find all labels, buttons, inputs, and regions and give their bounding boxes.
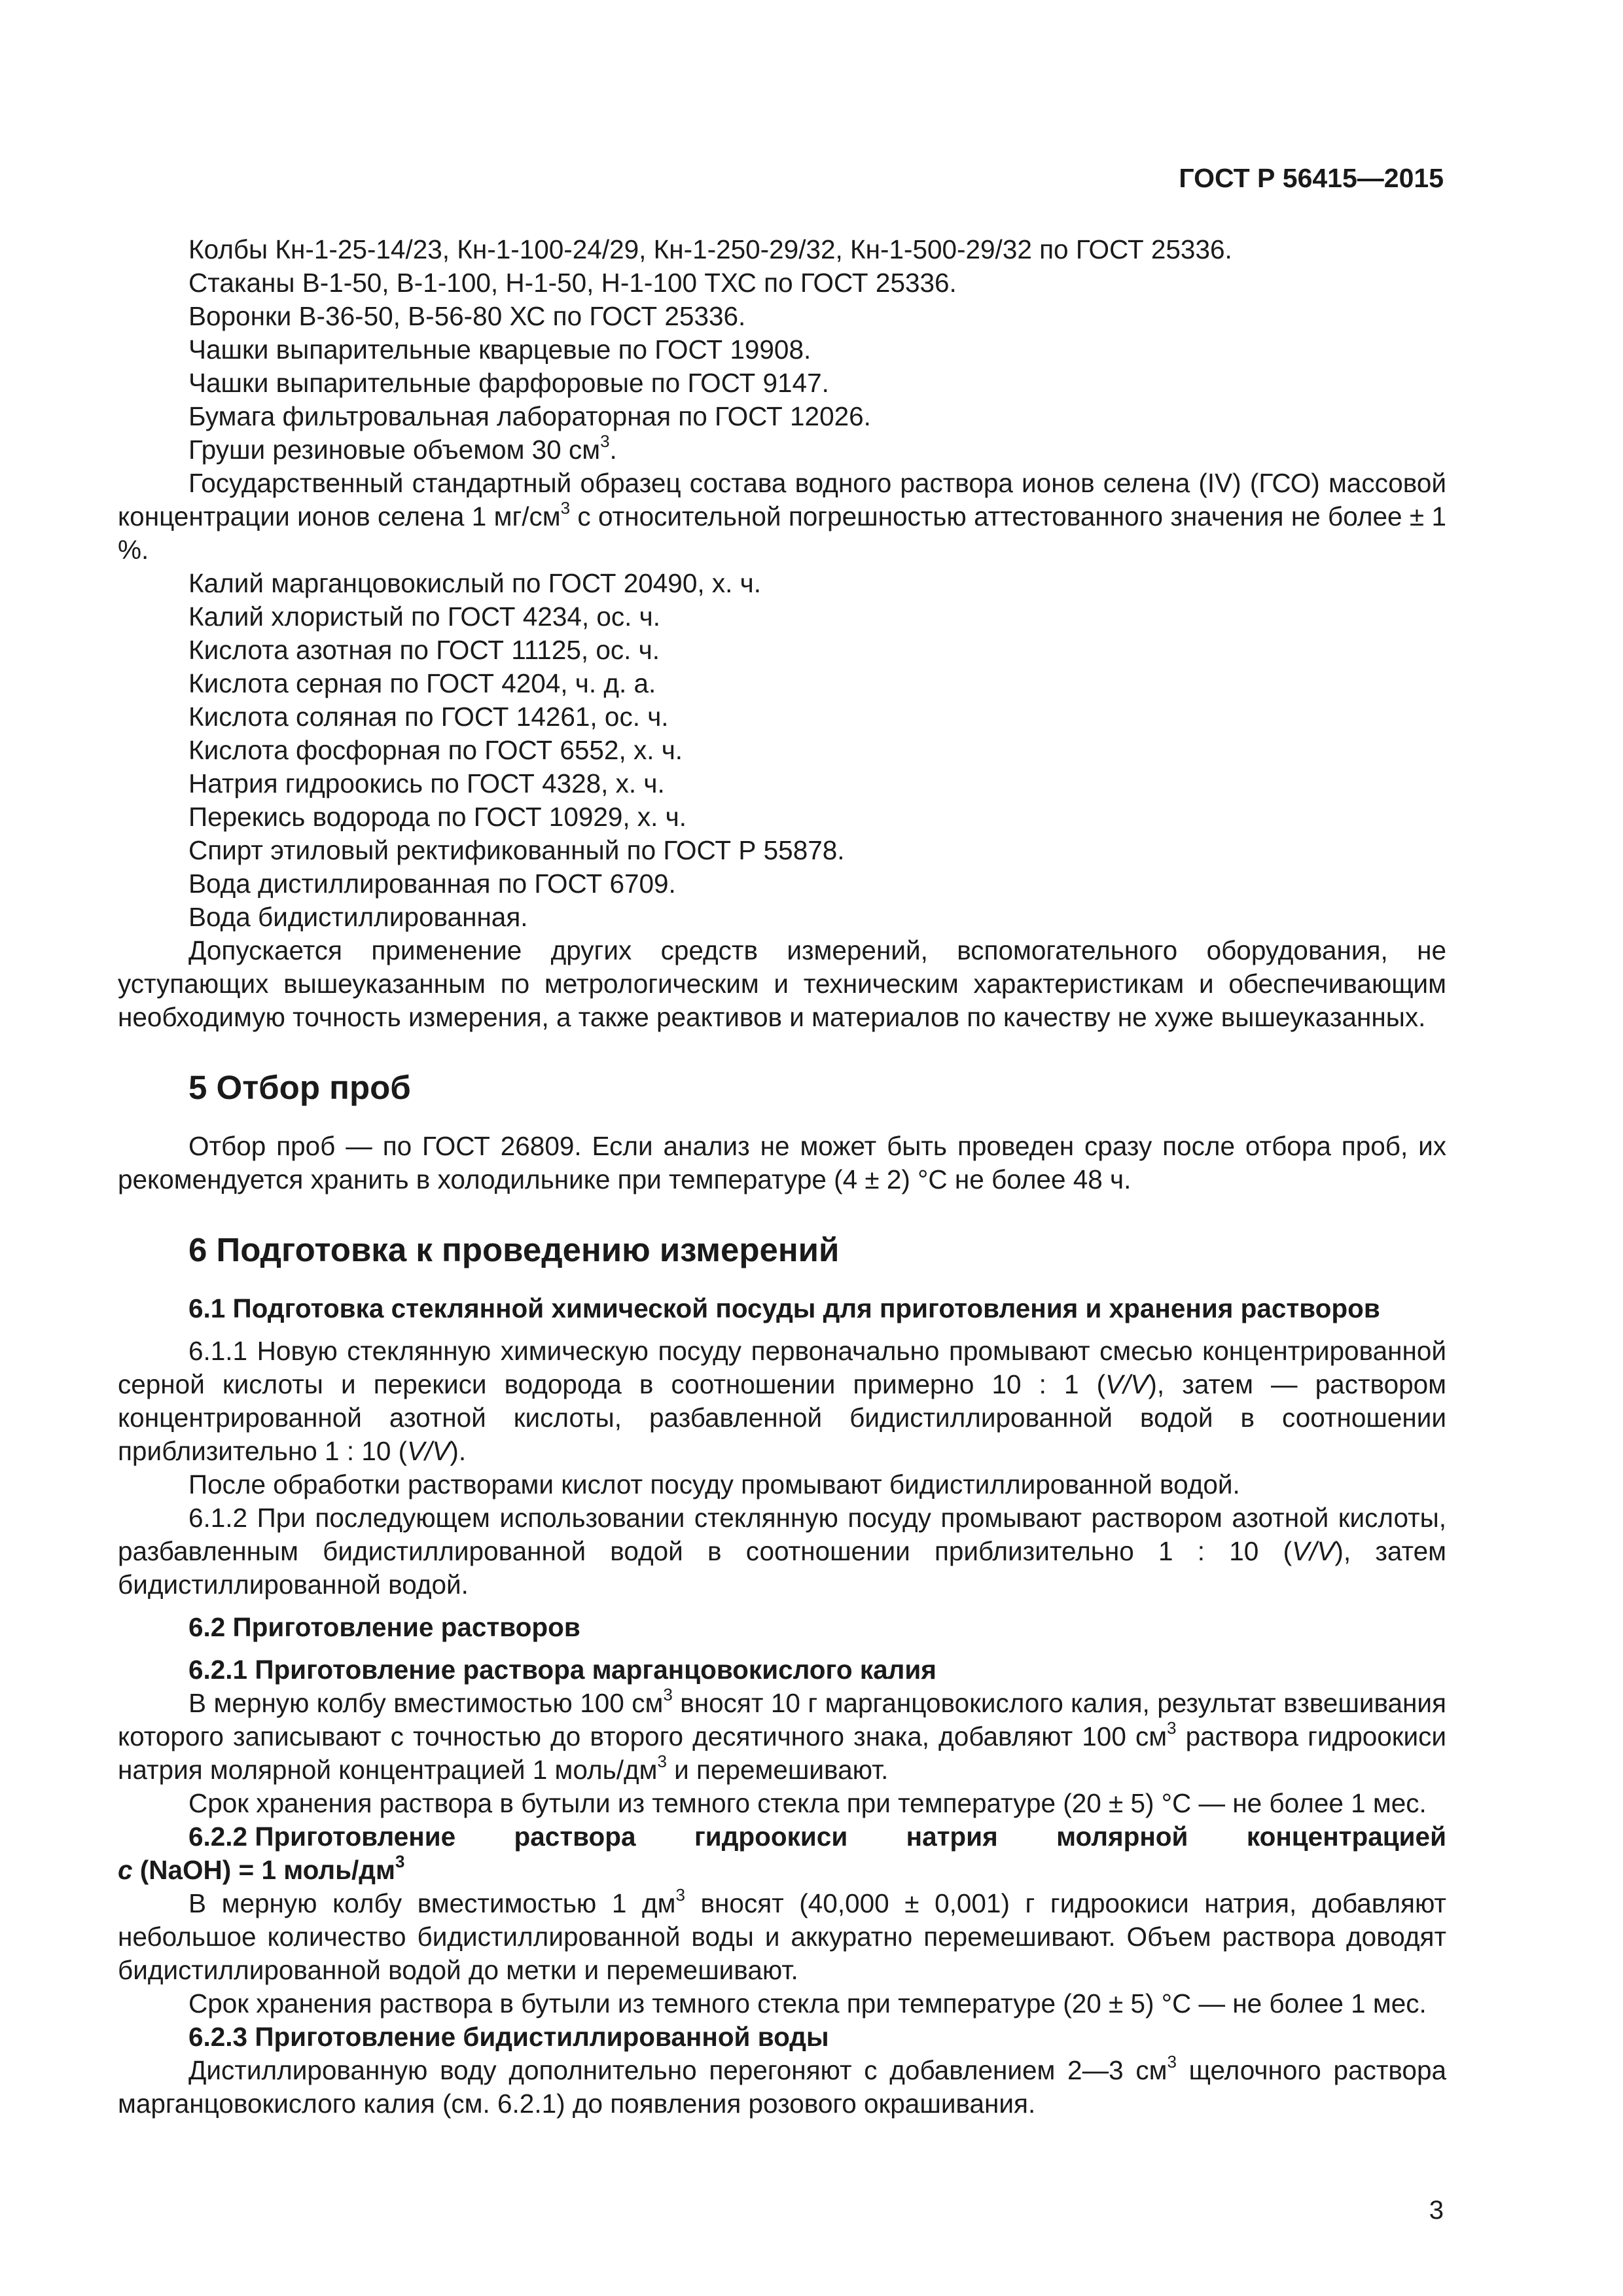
list-item: Кислота серная по ГОСТ 4204, ч. д. а. — [188, 668, 656, 698]
paragraph-6-1-1-after: После обработки растворами кислот посуду промывают бидистиллированной водой. — [188, 1469, 1240, 1499]
list-item: Воронки В-36-50, В-56-80 ХС по ГОСТ 25336. — [188, 301, 746, 331]
allowance-paragraph: Допускается применение других средств измерений, вспомогательного оборудования, не уступающих вышеуказанным по метрологическим и техническим характеристикам и обеспечивающим необходимую точность измерения, а также реактивов и материалов по качеству не хуже вышеуказанных. — [118, 935, 1446, 1032]
list-item: Колбы Кн-1-25-14/23, Кн-1-100-24/29, Кн-1-250-29/32, Кн-1-500-29/32 по ГОСТ 25336. — [188, 234, 1232, 264]
list-item: Вода дистиллированная по ГОСТ 6709. — [188, 869, 676, 899]
list-item: Кислота фосфорная по ГОСТ 6552, х. ч. — [188, 735, 683, 765]
list-item: Чашки выпарительные кварцевые по ГОСТ 19908. — [188, 334, 812, 365]
paragraph-6-2-1: В мерную колбу вместимостью 100 $см^3$ вносят 10 г марганцовокислого калия, результат взвешивания которого записывают с точностью до второго десятичного знака, добавляют 100 $см^3$ раствора гидроокиси натрия молярной концентрацией 1 моль/$дм^3$ и перемешивают. — [118, 1684, 1446, 1785]
document-code: ГОСТ Р 56415—2015 — [1179, 163, 1444, 193]
gso-paragraph: Государственный стандартный образец состава водного раствора ионов селена (IV) (ГСО) массовой концентрации ионов селена 1 $мг/см^3$ с относительной погрешностью аттестованного значения не более ± 1 %. — [118, 468, 1446, 565]
section-6-2-heading: 6.2 Приготовление растворов — [188, 1612, 580, 1642]
list-item: Перекись водорода по ГОСТ 10929, х. ч. — [188, 802, 687, 832]
storage-note: Срок хранения раствора в бутыли из темного стекла при температуре (20 ± 5) °С — не более 1 мес. — [188, 1788, 1427, 1818]
list-item: Натрия гидроокись по ГОСТ 4328, х. ч. — [188, 768, 665, 798]
list-item: Калий хлористый по ГОСТ 4234, ос. ч. — [188, 601, 661, 632]
section-5-text: Отбор проб — по ГОСТ 26809. Если анализ не может быть проведен сразу после отбора проб, их рекомендуется хранить в холодильнике при температуре (4 ± 2) °С не более 48 ч. — [118, 1131, 1446, 1194]
section-5-heading: 5 Отбор проб — [188, 1069, 411, 1106]
page-number: 3 — [1429, 2196, 1444, 2225]
list-item: Кислота азотная по ГОСТ 11125, ос. ч. — [188, 635, 660, 665]
paragraph-6-2-3: Дистиллированную воду дополнительно перегоняют с добавлением 2—3 $см^3$ щелочного раствора марганцовокислого калия (см. 6.2.1) до появления розового окрашивания. — [118, 2051, 1447, 2119]
section-6-2-2-heading: 6.2.2 Приготовление раствора гидроокиси натрия молярной концентрацией — [188, 1821, 1446, 1852]
list-item: Бумага фильтровальная лабораторная по ГОСТ 12026. — [188, 401, 871, 431]
list-item: Чашки выпарительные фарфоровые по ГОСТ 9147. — [188, 368, 829, 398]
list-item: Калий марганцовокислый по ГОСТ 20490, х. ч. — [188, 568, 761, 598]
paragraph-6-2-2: В мерную колбу вместимостью 1 $дм^3$ вносят (40,000 ± 0,001) г гидроокиси натрия, добавляют небольшое количество бидистиллированной воды и аккуратно перемешивают. Объем раствора доводят бидистиллированной водой до метки и перемешивают. — [118, 1884, 1446, 1985]
list-item: Груши резиновые объемом 30 $см^3$. — [188, 431, 617, 465]
list-item: Спирт этиловый ректификованный по ГОСТ Р 55878. — [188, 835, 845, 865]
section-6-2-3-heading: 6.2.3 Приготовление бидистиллированной воды — [188, 2022, 829, 2052]
storage-note: Срок хранения раствора в бутыли из темного стекла при температуре (20 ± 5) °С — не более 1 мес. — [188, 1988, 1427, 2018]
section-6-1-heading: 6.1 Подготовка стеклянной химической посуды для приготовления и хранения растворов — [188, 1293, 1380, 1323]
list-item: Кислота соляная по ГОСТ 14261, ос. ч. — [188, 702, 669, 732]
section-6-2-1-heading: 6.2.1 Приготовление раствора марганцовокислого калия — [188, 1655, 936, 1685]
paragraph-6-1-1: 6.1.1 Новую стеклянную химическую посуду первоначально промывают смесью концентрированной серной кислоты и перекиси водорода в соотношении примерно 10 : 1 (V/V), затем — раствором концентрированной азотной кислоты, разбавленной бидистиллированной водой в соотношении приблизительно 1 : 10 (V/V). — [118, 1336, 1446, 1466]
section-6-heading: 6 Подготовка к проведению измерений — [188, 1231, 840, 1268]
page-body — [118, 233, 1446, 2121]
list-item: Вода бидистиллированная. — [188, 902, 528, 932]
paragraph-6-1-2: 6.1.2 При последующем использовании стеклянную посуду промывают раствором азотной кислоты, разбавленным бидистиллированной водой в соотношении приблизительно 1 : 10 (V/V), затем бидистиллированной водой. — [118, 1503, 1446, 1600]
section-6-2-2-heading-cont: c (NaOH) = 1 моль/$дм^3$ — [118, 1851, 405, 1885]
list-item: Стаканы В-1-50, В-1-100, Н-1-50, Н-1-100 ТХС по ГОСТ 25336. — [188, 268, 957, 298]
